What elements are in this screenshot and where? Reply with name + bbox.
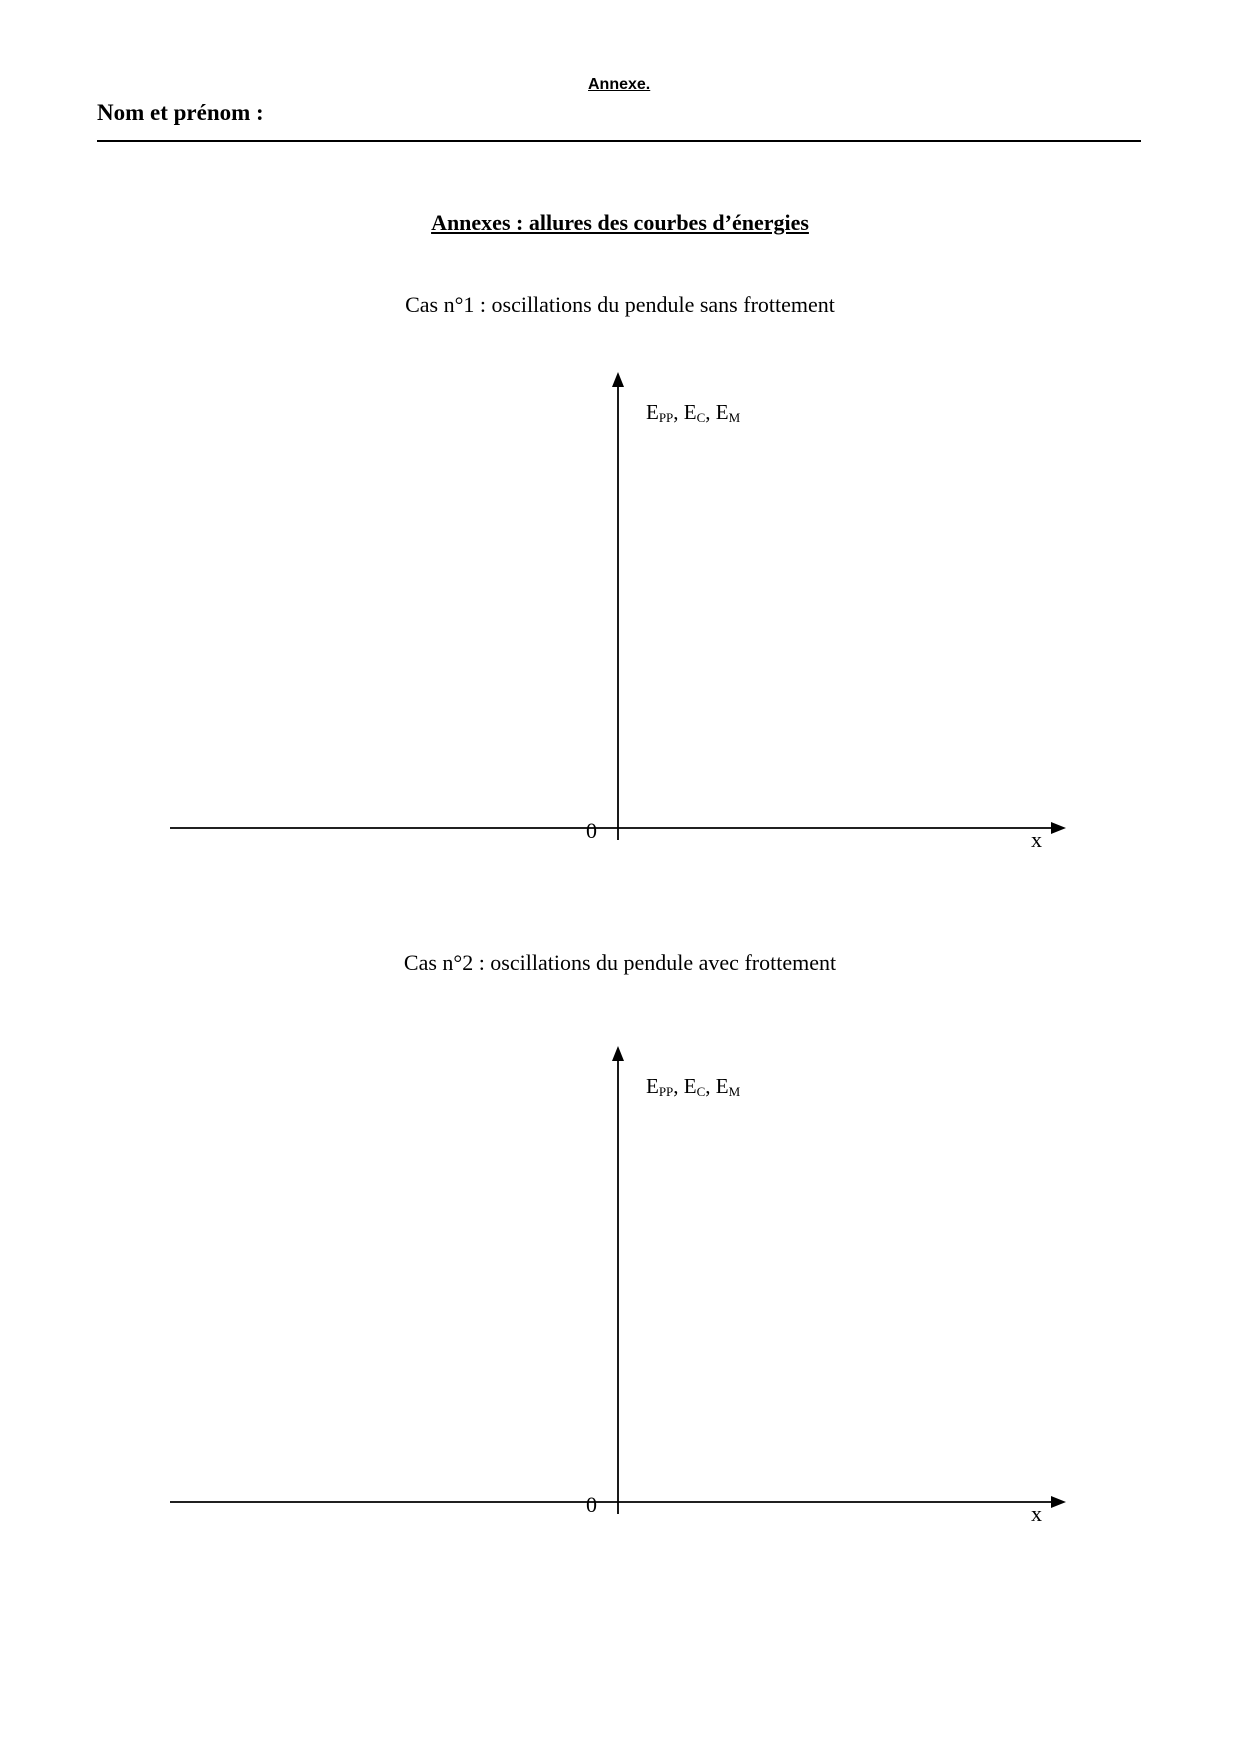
x-axis-label: x <box>1031 1501 1042 1526</box>
y-axis-label: $E_{PP}$, $E_C$, $E_M$ <box>646 1074 741 1099</box>
case-1-axes <box>0 370 1240 890</box>
y-label-sub-pp: PP <box>658 410 674 425</box>
y-label-sub-c: C <box>696 1084 706 1099</box>
origin-label: 0 <box>586 1492 597 1517</box>
case-2-title: Cas n°2 : oscillations du pendule avec frottement <box>403 950 837 975</box>
header-divider <box>97 140 1141 142</box>
x-axis-label: x <box>1031 827 1042 852</box>
y-axis-arrow <box>612 372 624 387</box>
case-1-title: Cas n°1 : oscillations du pendule sans frottement <box>405 292 835 317</box>
y-label-sub-m: M <box>728 410 741 425</box>
section-heading: Annexes : allures des courbes d’énergies <box>431 210 809 235</box>
case-1-graph <box>0 370 1240 890</box>
x-axis-arrow <box>1051 822 1066 834</box>
y-label-sub-m: M <box>728 1084 741 1099</box>
y-axis-label: $E_{PP}$, $E_C$, $E_M$ <box>646 400 741 425</box>
origin-label: 0 <box>586 818 597 843</box>
x-axis-arrow <box>1051 1496 1066 1508</box>
case-2-axes <box>0 1044 1240 1564</box>
name-label: Nom et prénom : <box>97 100 264 125</box>
y-label-sub-c: C <box>696 410 706 425</box>
y-axis-arrow <box>612 1046 624 1061</box>
case-2-graph <box>0 1044 1240 1564</box>
y-label-sub-pp: PP <box>658 1084 674 1099</box>
header-title: Annexe. <box>588 76 651 93</box>
